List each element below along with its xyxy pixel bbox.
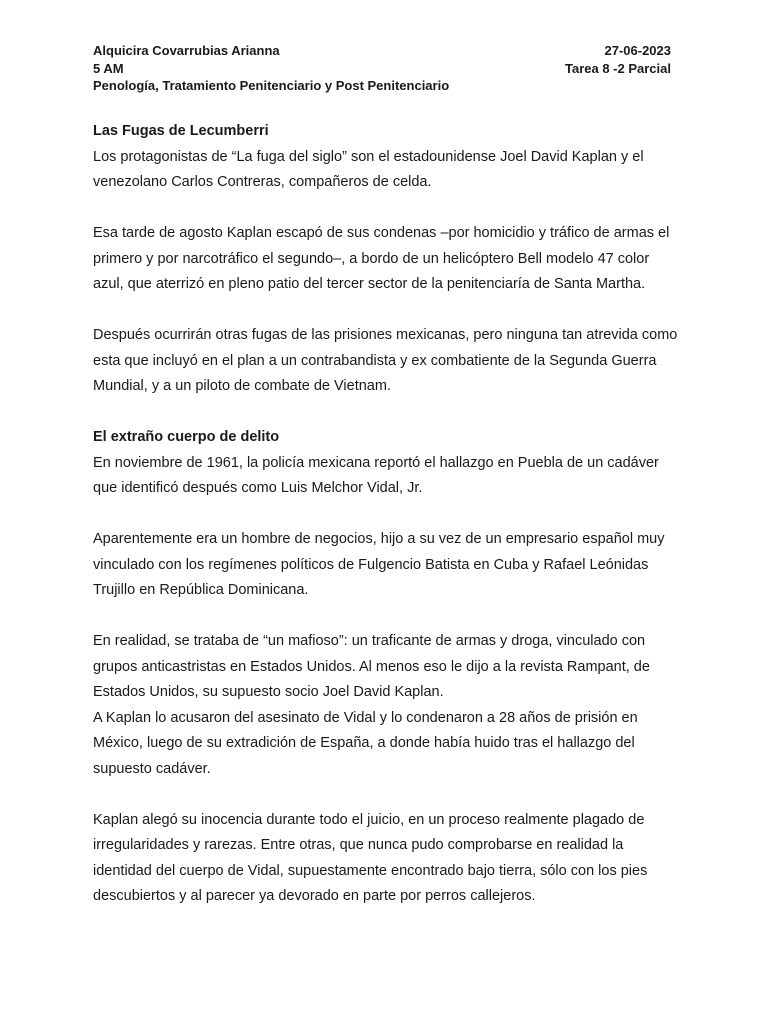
document-date: 27-06-2023 — [604, 43, 671, 58]
paragraph: Esa tarde de agosto Kaplan escapó de sus condenas –por homicidio y tráfico de armas el primero y por narcotráfico el segundo–, a bordo de un helicóptero Bell modelo 47 color azul, que aterrizó en pleno patio del tercer sector de la penitenciaría de Santa Martha. — [93, 225, 670, 292]
assignment-label: Tarea 8 -2 Parcial — [565, 60, 671, 76]
header-row-2 — [93, 60, 671, 78]
paragraph: Después ocurrirán otras fugas de las prisiones mexicanas, pero ninguna tan atrevida como esta que incluyó en el plan a un contrabandista y ex combatiente de la Segunda Guerra Mundial, y a un piloto de combate de Vietnam. — [93, 327, 678, 394]
paragraph: A Kaplan lo acusaron del asesinato de Vidal y lo condenaron a 28 años de prisión en México, luego de su extradición de España, a donde había huido tras el hallazgo del supuesto cadáver. — [93, 709, 638, 777]
paragraph: En noviembre de 1961, la policía mexicana reportó el hallazgo en Puebla de un cadáver que identificó después como Luis Melchor Vidal, Jr. — [93, 454, 659, 496]
student-group: 5 AM — [93, 60, 124, 76]
section-title-cuerpo-delito: El extraño cuerpo de delito — [93, 429, 280, 445]
course-name: Penología, Tratamiento Penitenciario y Post Penitenciario — [93, 78, 450, 93]
student-name: Alquicira Covarrubias Arianna — [93, 43, 280, 58]
header-row-1 — [93, 42, 671, 60]
header-row-3 — [93, 77, 671, 95]
document-body — [93, 119, 683, 910]
section-title-fugas: Las Fugas de Lecumberri — [93, 123, 269, 139]
paragraph: Kaplan alegó su inocencia durante todo el juicio, en un proceso realmente plagado de irregularidades y rarezas. Entre otras, que nunca pudo comprobarse en realidad la identidad del cuerpo de Vidal, supuestamente encontrado bajo tierra, sólo con los pies descubiertos y al parecer ya devorado en parte por perros callejeros. — [93, 811, 648, 904]
paragraph: En realidad, se trataba de “un mafioso”: un traficante de armas y droga, vinculado con grupos anticastristas en Estados Unidos. Al menos eso le dijo a la revista Rampant, de Estados Unidos, su supuesto socio Joel David Kaplan. — [93, 633, 650, 700]
paragraph: Los protagonistas de “La fuga del siglo” son el estadounidense Joel David Kaplan y el venezolano Carlos Contreras, compañeros de celda. — [93, 148, 644, 190]
document-header — [93, 42, 671, 95]
paragraph: Aparentemente era un hombre de negocios, hijo a su vez de un empresario español muy vinculado con los regímenes políticos de Fulgencio Batista en Cuba y Rafael Leónidas Trujillo en República Dominicana. — [93, 531, 665, 598]
